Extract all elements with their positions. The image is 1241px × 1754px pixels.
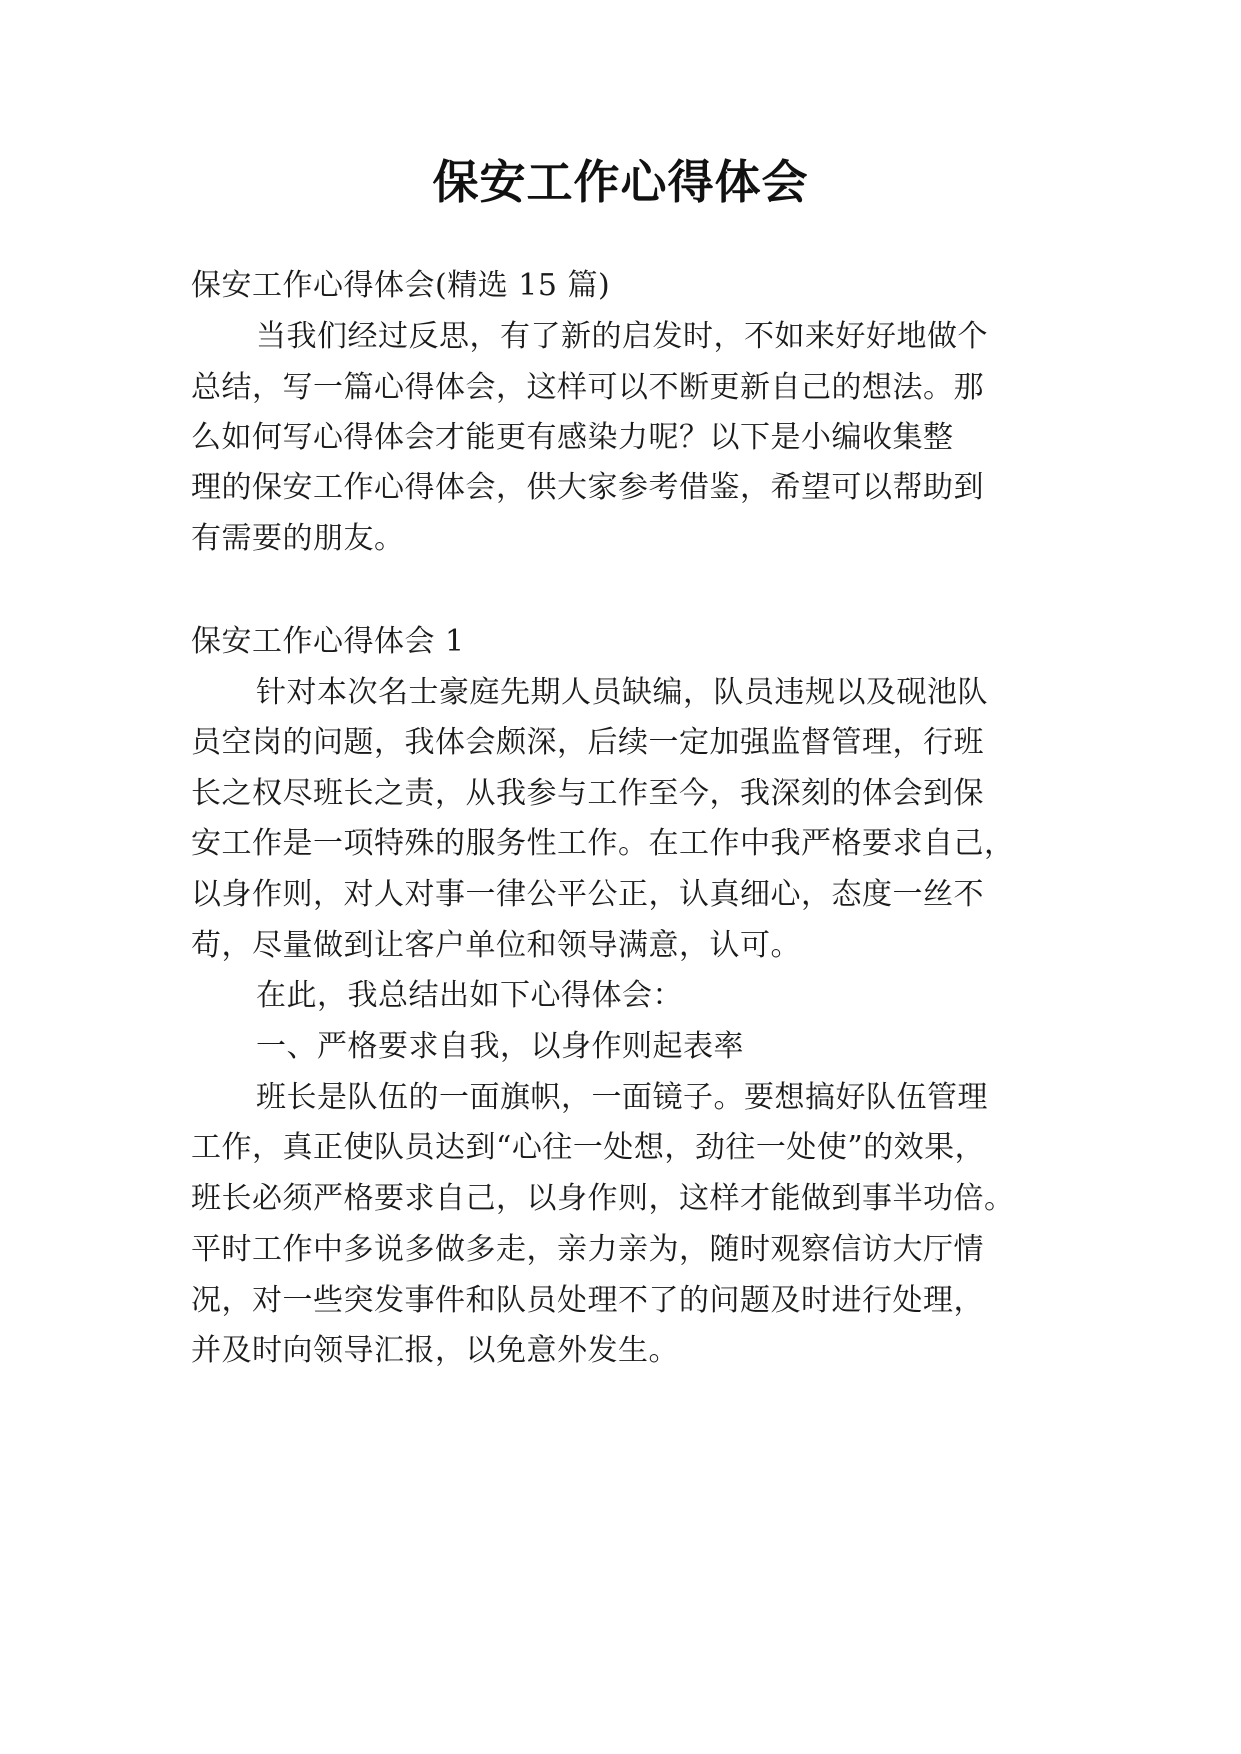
intro-line-5: 有需要的朋友。 — [191, 521, 405, 556]
para3-line-5: 况，对一些突发事件和队员处理不了的问题及时进行处理， — [191, 1283, 984, 1318]
intro-line-4: 理的保安工作心得体会，供大家参考借鉴，希望可以帮助到 — [191, 470, 984, 505]
section-heading: 保安工作心得体会 1 — [191, 624, 465, 659]
para3-line-1: 班长是队伍的一面旗帜，一面镜子。要想搞好队伍管理 — [256, 1080, 988, 1115]
para3-line-2: 工作，真正使队员达到“心往一处想，劲往一处使”的效果， — [191, 1130, 986, 1165]
intro-line-2: 总结，写一篇心得体会，这样可以不断更新自己的想法。那 — [191, 370, 984, 405]
intro-line-3: 么如何写心得体会才能更有感染力呢？以下是小编收集整 — [191, 420, 954, 455]
para1-line-2: 员空岗的问题，我体会颇深，后续一定加强监督管理，行班 — [191, 725, 984, 760]
para3-line-6: 并及时向领导汇报，以免意外发生。 — [191, 1333, 679, 1368]
para2-line: 在此，我总结出如下心得体会： — [256, 978, 683, 1013]
para3-line-3: 班长必须严格要求自己，以身作则，这样才能做到事半功倍。 — [191, 1181, 1015, 1216]
para1-line-4: 安工作是一项特殊的服务性工作。在工作中我严格要求自己， — [191, 826, 1015, 861]
document-title: 保安工作心得体会 — [432, 155, 809, 209]
intro-line-1: 当我们经过反思，有了新的启发时，不如来好好地做个 — [256, 319, 988, 354]
document-subtitle: 保安工作心得体会(精选 15 篇) — [191, 268, 611, 303]
para1-line-1: 针对本次名士豪庭先期人员缺编，队员违规以及砚池队 — [256, 675, 988, 710]
para1-line-5: 以身作则，对人对事一律公平公正，认真细心，态度一丝不 — [191, 877, 984, 912]
point1-heading: 一、严格要求自我，以身作则起表率 — [256, 1029, 744, 1064]
para3-line-4: 平时工作中多说多做多走，亲力亲为，随时观察信访大厅情 — [191, 1232, 984, 1267]
para1-line-6: 苟，尽量做到让客户单位和领导满意，认可。 — [191, 928, 801, 963]
para1-line-3: 长之权尽班长之责，从我参与工作至今，我深刻的体会到保 — [191, 776, 984, 811]
